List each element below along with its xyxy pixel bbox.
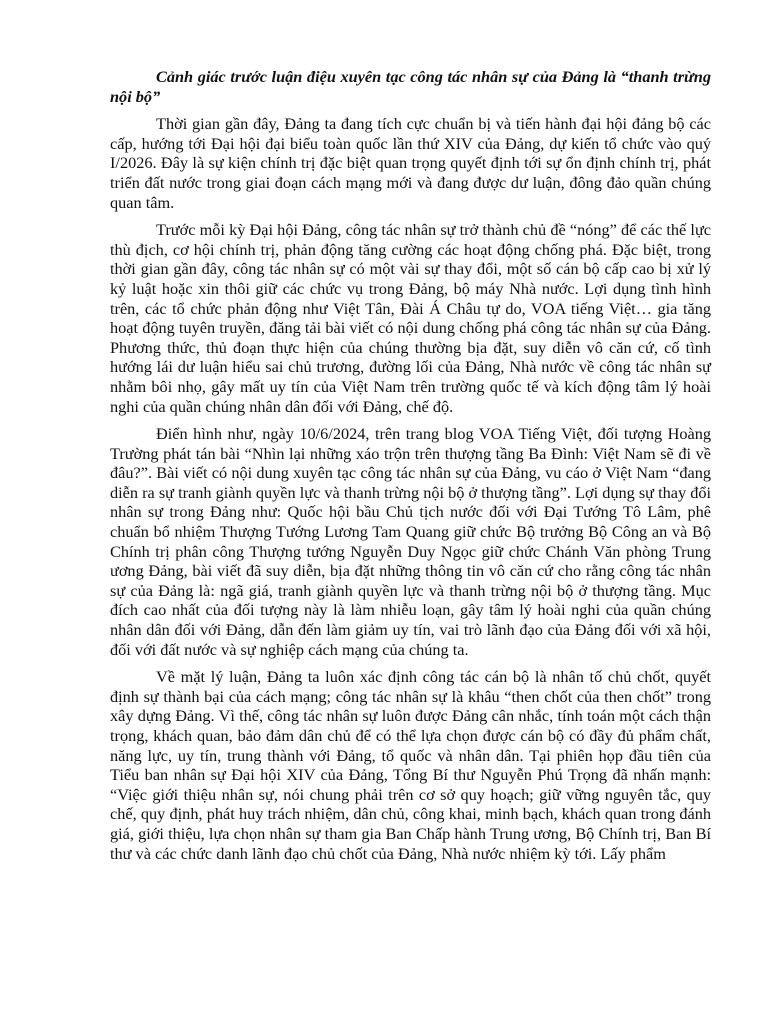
document-title: Cảnh giác trước luận điệu xuyên tạc công tác nhân sự của Đảng là “thanh trừng nội bộ” — [110, 67, 711, 106]
document-body — [110, 67, 711, 871]
paragraph-3: Điển hình như, ngày 10/6/2024, trên trang blog VOA Tiếng Việt, đối tượng Hoàng Trường phát tán bài “Nhìn lại những xáo trộn trên thượng tầng Ba Đình: Việt Nam sẽ đi về đâu?”. Bài viết có nội dung xuyên tạc công tác nhân sự của Đảng, vu cáo ở Việt Nam “đang diễn ra sự tranh giành quyền lực và thanh trừng nội bộ ở thượng tầng”. Lợi dụng sự thay đổi nhân sự trong Đảng như: Quốc hội bầu Chủ tịch nước đối với Đại Tướng Tô Lâm, phê chuẩn bổ nhiệm Thượng Tướng Lương Tam Quang giữ chức Bộ trưởng Bộ Công an và Bộ Chính trị phân công Thượng tướng Nguyễn Duy Ngọc giữ chức Chánh Văn phòng Trung ương Đảng, bài viết đã suy diễn, bịa đặt những thông tin vô căn cứ cho rằng công tác nhân sự của Đảng là: ngã giá, tranh giành quyền lực và thanh trừng nội bộ ở thượng tầng. Mục đích cao nhất của đối tượng này là làm nhiễu loạn, gây tâm lý hoài nghi của quần chúng nhân dân đối với Đảng, dẫn đến làm giảm uy tín, vai trò lãnh đạo của Đảng đối với xã hội, đối với đất nước và sự nghiệp cách mạng của chúng ta. — [110, 424, 711, 659]
paragraph-1: Thời gian gần đây, Đảng ta đang tích cực chuẩn bị và tiến hành đại hội đảng bộ các cấp, hướng tới Đại hội đại biểu toàn quốc lần thứ XIV của Đảng, dự kiến tổ chức vào quý I/2026. Đây là sự kiện chính trị đặc biệt quan trọng quyết định tới sự ổn định chính trị, phát triển đất nước trong giai đoạn cách mạng mới và đang được dư luận, đông đảo quần chúng quan tâm. — [110, 114, 711, 212]
paragraph-2: Trước mỗi kỳ Đại hội Đảng, công tác nhân sự trở thành chủ đề “nóng” để các thế lực thù địch, cơ hội chính trị, phản động tăng cường các hoạt động chống phá. Đặc biệt, trong thời gian gần đây, công tác nhân sự có một vài sự thay đổi, một số cán bộ cấp cao bị xử lý kỷ luật hoặc xin thôi giữ các chức vụ trong Đảng, bộ máy Nhà nước. Lợi dụng tình hình trên, các tổ chức phản động như Việt Tân, Đài Á Châu tự do, VOA tiếng Việt… gia tăng hoạt động tuyên truyền, đăng tải bài viết có nội dung chống phá công tác nhân sự của Đảng. Phương thức, thủ đoạn thực hiện của chúng thường bịa đặt, suy diễn vô căn cứ, cố tình hướng lái dư luận hiểu sai chủ trương, đường lối của Đảng, Nhà nước về công tác nhân sự nhằm bôi nhọ, gây mất uy tín của Việt Nam trên trường quốc tế và kích động tâm lý hoài nghi của quần chúng nhân dân đối với Đảng, chế độ. — [110, 220, 711, 416]
paragraph-4: Về mặt lý luận, Đảng ta luôn xác định công tác cán bộ là nhân tố chủ chốt, quyết định sự thành bại của cách mạng; công tác nhân sự là khâu “then chốt của then chốt” trong xây dựng Đảng. Vì thế, công tác nhân sự luôn được Đảng cân nhắc, tính toán một cách thận trọng, khách quan, bảo đảm dân chủ để có thể lựa chọn được cán bộ có đầy đủ phẩm chất, năng lực, uy tín, trung thành với Đảng, tổ quốc và nhân dân. Tại phiên họp đầu tiên của Tiểu ban nhân sự Đại hội XIV của Đảng, Tổng Bí thư Nguyễn Phú Trọng đã nhấn mạnh: “Việc giới thiệu nhân sự, nói chung phải trên cơ sở quy hoạch; giữ vững nguyên tắc, quy chế, quy định, phát huy trách nhiệm, dân chủ, công khai, minh bạch, khách quan trong đánh giá, giới thiệu, lựa chọn nhân sự tham gia Ban Chấp hành Trung ương, Bộ Chính trị, Ban Bí thư và các chức danh lãnh đạo chủ chốt của Đảng, Nhà nước nhiệm kỳ tới. Lấy phẩm — [110, 667, 711, 863]
